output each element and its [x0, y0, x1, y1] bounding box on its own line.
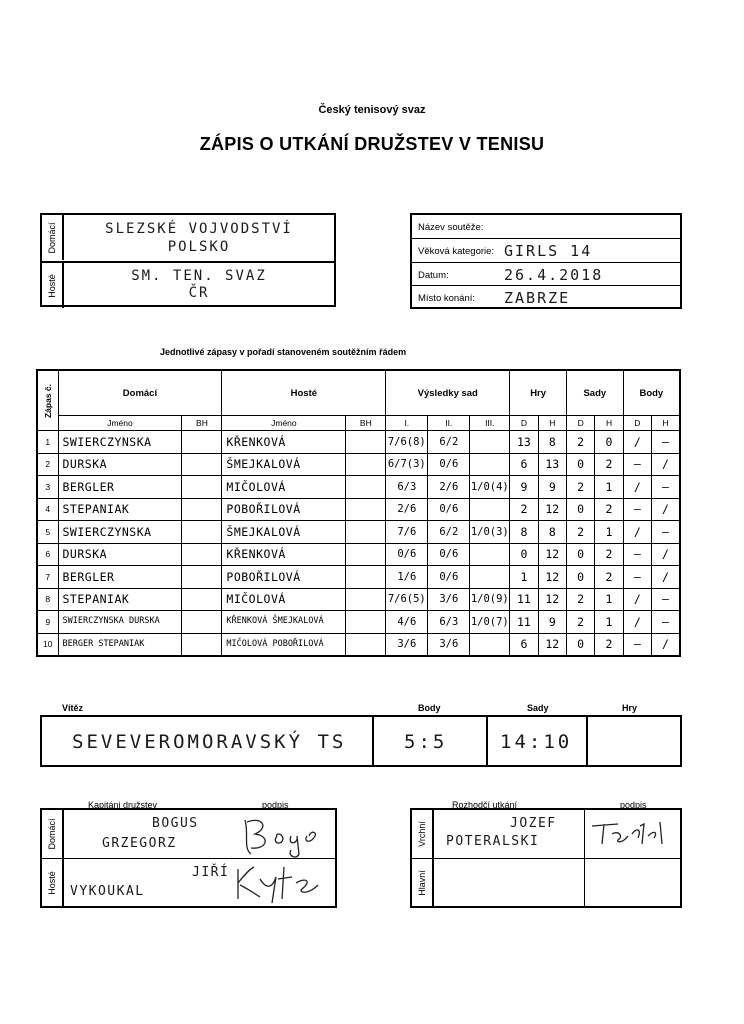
set2-subheader: II.: [428, 416, 470, 431]
home-bh: [182, 521, 222, 544]
set1-score: 7/6(5): [386, 588, 428, 611]
home-player: BERGLER: [58, 566, 182, 589]
set2-score: 6/2: [428, 521, 470, 544]
winner-sets-label: Sady: [527, 703, 549, 713]
winner-points: 5:5: [404, 731, 448, 753]
guest-name-subheader: Jméno: [222, 416, 346, 431]
winner-sets-cell: [486, 717, 586, 765]
set1-score: 0/6: [386, 543, 428, 566]
home-bh: [182, 476, 222, 499]
games-home: 6: [510, 453, 538, 476]
match-number: 5: [37, 521, 58, 544]
points-home: /: [623, 588, 651, 611]
main-referee-label-cell: [412, 859, 434, 907]
home-bh: [182, 543, 222, 566]
points-home: /: [623, 431, 651, 454]
sets-home: 2: [566, 476, 594, 499]
points-home: /: [623, 521, 651, 544]
venue-value: ZABRZE: [504, 289, 571, 307]
date-value: 26.4.2018: [504, 266, 604, 284]
set1-score: 6/3: [386, 476, 428, 499]
games-guest: 9: [538, 476, 566, 499]
sets-home: 2: [566, 588, 594, 611]
games-home: 9: [510, 476, 538, 499]
category-row: [412, 238, 680, 263]
set2-score: 0/6: [428, 453, 470, 476]
games-header: Hry: [510, 370, 567, 416]
home-bh: [182, 498, 222, 521]
winner-box: [40, 715, 682, 767]
games-home: 6: [510, 633, 538, 656]
guest-bh: [346, 633, 386, 656]
match-row: [37, 633, 680, 656]
guest-bh: [346, 453, 386, 476]
home-captain-first-name: BOGUS: [152, 816, 199, 831]
winner-team: SEVEVEROMORAVSKÝ TS: [72, 731, 347, 753]
guest-bh: [346, 543, 386, 566]
points-d-subheader: D: [623, 416, 651, 431]
home-captain-last-name: GRZEGORZ: [102, 836, 177, 851]
sets-d-subheader: D: [566, 416, 594, 431]
sets-guest: 2: [595, 453, 623, 476]
home-team-row: [42, 215, 334, 260]
chief-referee-label-cell: [412, 810, 434, 858]
set2-score: 0/6: [428, 566, 470, 589]
chief-referee-row: [412, 810, 680, 858]
points-home: —: [623, 566, 651, 589]
sets-guest: 2: [595, 633, 623, 656]
date-label: Datum:: [418, 270, 449, 281]
set3-score: 1/0(9): [470, 588, 510, 611]
games-home: 8: [510, 521, 538, 544]
referees-title: Rozhodčí utkání: [452, 800, 518, 810]
set1-score: 3/6: [386, 633, 428, 656]
main-referee-label: Hlavní: [417, 870, 427, 896]
competition-info-box: [410, 213, 682, 309]
home-player: BERGLER: [58, 476, 182, 499]
match-number: 9: [37, 611, 58, 634]
category-value: GIRLS 14: [504, 242, 593, 260]
home-captain-row: [42, 810, 335, 858]
sets-header: Sady: [566, 370, 623, 416]
games-guest: 8: [538, 521, 566, 544]
category-label: Věková kategorie:: [418, 246, 495, 257]
guest-team-line1: SM. TEN. SVAZ: [131, 268, 267, 284]
match-row: [37, 476, 680, 499]
set3-score: [470, 498, 510, 521]
winner-games-label: Hry: [622, 703, 638, 713]
guest-bh: [346, 498, 386, 521]
guest-bh: [346, 566, 386, 589]
set3-score: [470, 543, 510, 566]
organization-name: Český tenisový svaz: [318, 104, 426, 116]
matches-subtitle: Jednotlivé zápasy v pořadí stanoveném soutěžním řádem: [160, 347, 407, 357]
match-row: [37, 566, 680, 589]
home-team-line2: POLSKO: [167, 239, 231, 255]
games-guest: 8: [538, 431, 566, 454]
sets-guest: 2: [595, 566, 623, 589]
guest-player: ŠMEJKALOVÁ: [222, 521, 346, 544]
guest-bh: [346, 588, 386, 611]
points-guest: /: [652, 633, 680, 656]
match-number: 2: [37, 453, 58, 476]
document-title: ZÁPIS O UTKÁNÍ DRUŽSTEV V TENISU: [199, 134, 545, 154]
set1-score: 1/6: [386, 566, 428, 589]
match-number: 10: [37, 633, 58, 656]
match-number: 4: [37, 498, 58, 521]
captains-title: Kapitáni družstev: [88, 800, 158, 810]
set3-score: 1/0(4): [470, 476, 510, 499]
set1-score: 7/6(8): [386, 431, 428, 454]
guest-captain-last-name: VYKOUKAL: [70, 884, 145, 899]
games-d-subheader: D: [510, 416, 538, 431]
chief-referee-label: Vrchní: [417, 821, 427, 847]
set1-score: 7/6: [386, 521, 428, 544]
match-row: [37, 498, 680, 521]
match-row: [37, 431, 680, 454]
home-player: SWIERCZYNSKA DURSKA: [58, 611, 182, 634]
guest-captain-first-name: JIŘÍ: [192, 865, 230, 880]
set2-score: 6/3: [428, 611, 470, 634]
home-captain-label: Domácí: [47, 818, 57, 850]
games-guest: 13: [538, 453, 566, 476]
points-home: —: [623, 633, 651, 656]
competition-name-row: [412, 215, 680, 239]
venue-label: Místo konání:: [418, 293, 476, 304]
games-home: 11: [510, 611, 538, 634]
set1-subheader: I.: [386, 416, 428, 431]
home-bh-subheader: BH: [182, 416, 222, 431]
set2-score: 3/6: [428, 633, 470, 656]
match-number: 1: [37, 431, 58, 454]
guest-player: MIČOLOVÁ: [222, 476, 346, 499]
points-home: —: [623, 498, 651, 521]
match-row: [37, 611, 680, 634]
guest-bh: [346, 476, 386, 499]
sets-home: 0: [566, 543, 594, 566]
match-row: [37, 588, 680, 611]
home-player: STEPANIAK: [58, 588, 182, 611]
guest-player: MIČOLOVÁ: [222, 588, 346, 611]
winner-sets: 14:10: [500, 731, 573, 753]
set2-score: 3/6: [428, 588, 470, 611]
home-bh: [182, 566, 222, 589]
match-row: [37, 543, 680, 566]
home-label-cell: [42, 215, 64, 260]
home-player: DURSKA: [58, 543, 182, 566]
points-guest: —: [652, 521, 680, 544]
sets-guest: 1: [595, 588, 623, 611]
guest-team-row: [42, 261, 334, 308]
set2-score: 0/6: [428, 498, 470, 521]
captains-signature-label: podpis: [262, 800, 289, 810]
main-referee-row: [412, 858, 680, 907]
guest-player: KŘENKOVÁ: [222, 431, 346, 454]
guest-header: Hosté: [222, 370, 386, 416]
home-header: Domácí: [58, 370, 222, 416]
match-number: 8: [37, 588, 58, 611]
games-guest: 12: [538, 633, 566, 656]
set-results-header: Výsledky sad: [386, 370, 510, 416]
games-home: 0: [510, 543, 538, 566]
sets-guest: 2: [595, 543, 623, 566]
guest-captain-label: Hosté: [47, 871, 57, 895]
home-bh: [182, 611, 222, 634]
set3-score: [470, 566, 510, 589]
points-guest: —: [652, 588, 680, 611]
guest-captain-row: [42, 858, 335, 907]
home-player: STEPANIAK: [58, 498, 182, 521]
games-home: 13: [510, 431, 538, 454]
sets-home: 2: [566, 431, 594, 454]
home-label: Domácí: [47, 221, 57, 254]
set2-score: 0/6: [428, 543, 470, 566]
sets-guest: 0: [595, 431, 623, 454]
home-name-subheader: Jméno: [58, 416, 182, 431]
guest-bh: [346, 521, 386, 544]
match-row: [37, 453, 680, 476]
home-bh: [182, 431, 222, 454]
venue-row: [412, 285, 680, 310]
winner-points-label: Body: [418, 703, 441, 713]
chief-referee-signature: [588, 814, 680, 854]
home-bh: [182, 588, 222, 611]
matches-table: [36, 369, 681, 657]
home-captain-label-cell: [42, 810, 64, 858]
games-home: 11: [510, 588, 538, 611]
home-team-line1: SLEZSKÉ VOJVODSTVÍ: [105, 221, 293, 237]
sets-h-subheader: H: [595, 416, 623, 431]
points-guest: /: [652, 498, 680, 521]
home-player: DURSKA: [58, 453, 182, 476]
games-guest: 12: [538, 588, 566, 611]
sets-guest: 1: [595, 521, 623, 544]
games-home: 1: [510, 566, 538, 589]
guest-bh-subheader: BH: [346, 416, 386, 431]
match-number: 7: [37, 566, 58, 589]
points-guest: /: [652, 566, 680, 589]
sets-guest: 2: [595, 498, 623, 521]
points-home: —: [623, 543, 651, 566]
points-home: —: [623, 453, 651, 476]
referees-signature-label: podpis: [620, 800, 647, 810]
sets-home: 0: [566, 566, 594, 589]
winner-points-cell: [372, 717, 486, 765]
match-number: 6: [37, 543, 58, 566]
home-player: BERGER STEPANIAK: [58, 633, 182, 656]
guest-label: Hosté: [47, 273, 57, 298]
games-guest: 9: [538, 611, 566, 634]
guest-player: POBOŘILOVÁ: [222, 498, 346, 521]
sets-home: 2: [566, 521, 594, 544]
points-guest: —: [652, 611, 680, 634]
guest-player: KŘENKOVÁ: [222, 543, 346, 566]
guest-label-cell: [42, 263, 64, 308]
match-row: [37, 521, 680, 544]
sets-guest: 1: [595, 476, 623, 499]
set1-score: 2/6: [386, 498, 428, 521]
set3-subheader: III.: [470, 416, 510, 431]
home-player: SWIERCZYNSKA: [58, 431, 182, 454]
points-guest: —: [652, 431, 680, 454]
guest-captain-signature: [232, 859, 332, 905]
date-row: [412, 262, 680, 287]
home-player: SWIERCZYNSKA: [58, 521, 182, 544]
guest-player: MIČOLOVÁ POBOŘILOVÁ: [222, 633, 346, 656]
points-guest: /: [652, 453, 680, 476]
guest-player: POBOŘILOVÁ: [222, 566, 346, 589]
games-guest: 12: [538, 566, 566, 589]
sets-home: 0: [566, 633, 594, 656]
games-home: 2: [510, 498, 538, 521]
points-home: /: [623, 476, 651, 499]
games-h-subheader: H: [538, 416, 566, 431]
competition-name-label: Název soutěže:: [418, 222, 484, 233]
set1-score: 4/6: [386, 611, 428, 634]
points-header: Body: [623, 370, 680, 416]
teams-box: [40, 213, 336, 307]
guest-player: ŠMEJKALOVÁ: [222, 453, 346, 476]
set2-score: 6/2: [428, 431, 470, 454]
sets-guest: 1: [595, 611, 623, 634]
set1-score: 6/7(3): [386, 453, 428, 476]
set3-score: [470, 431, 510, 454]
games-guest: 12: [538, 498, 566, 521]
match-number: 3: [37, 476, 58, 499]
set3-score: 1/0(3): [470, 521, 510, 544]
home-bh: [182, 453, 222, 476]
guest-bh: [346, 611, 386, 634]
set3-score: [470, 633, 510, 656]
games-guest: 12: [538, 543, 566, 566]
guest-captain-label-cell: [42, 859, 64, 907]
captains-box: [40, 808, 337, 908]
sets-home: 0: [566, 498, 594, 521]
chief-referee-first-name: JOZEF: [510, 816, 557, 831]
winner-games-cell: [586, 717, 680, 765]
winner-label: Vítěz: [62, 703, 84, 713]
referees-box: [410, 808, 682, 908]
guest-team-line2: ČR: [188, 285, 210, 301]
guest-player: KŘENKOVÁ ŠMEJKALOVÁ: [222, 611, 346, 634]
home-bh: [182, 633, 222, 656]
match-number-header: Zápas č.: [37, 370, 58, 431]
guest-bh: [346, 431, 386, 454]
points-guest: —: [652, 476, 680, 499]
sets-home: 0: [566, 453, 594, 476]
points-h-subheader: H: [652, 416, 680, 431]
set2-score: 2/6: [428, 476, 470, 499]
home-captain-signature: [237, 814, 332, 858]
set3-score: [470, 453, 510, 476]
points-home: /: [623, 611, 651, 634]
chief-referee-last-name: POTERALSKI: [446, 834, 540, 849]
points-guest: /: [652, 543, 680, 566]
sets-home: 2: [566, 611, 594, 634]
set3-score: 1/0(7): [470, 611, 510, 634]
